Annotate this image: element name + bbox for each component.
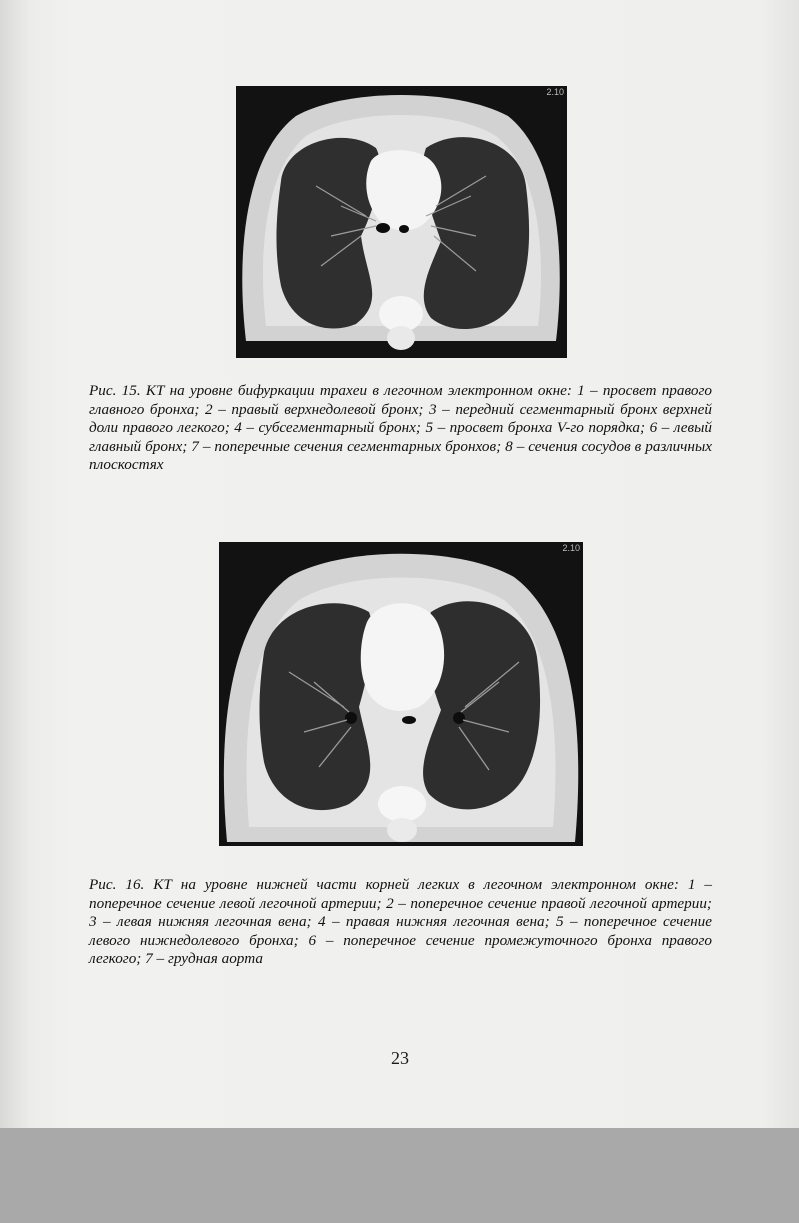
page-number: 23 [391,1048,409,1068]
ct-scan-setting-label: 2.10 [562,543,580,553]
figure-16-caption: Рис. 16. КТ на уровне нижней части корней легких в легочном электронном окне: 1 – поперечное сечение левой легочной артерии; 2 – поперечное сечение правой легочной артерии; 3 – левая нижняя легочная вена; 4 – правая нижняя легочная вена; 5 – поперечное сечение левого нижнедолевого бронха; 6 – поперечное сечение промежуточного бронха правого легкого; 7 – грудная аорта [89,876,712,967]
ct-image-fig16 [219,542,583,846]
scan-bottom-margin [0,1128,799,1223]
figure-15-caption: Рис. 15. КТ на уровне бифуркации трахеи в легочном электронном окне: 1 – просвет правого главного бронха; 2 – правый верхнедолевой бронх; 3 – передний сегментарный бронх верхней доли правого легкого; 4 – субсегментарный бронх; 5 – просвет бронха V-го порядка; 6 – левый главный бронх; 7 – поперечные сечения сегментарных бронхов; 8 – сечения сосудов в различных плоскостях [89,382,712,473]
ct-scan-fig15-graphic [236,86,567,358]
ct-scan-fig16-graphic [219,542,583,846]
ct-scan-setting-label: 2.10 [546,87,564,97]
ct-image-fig15 [236,86,567,358]
